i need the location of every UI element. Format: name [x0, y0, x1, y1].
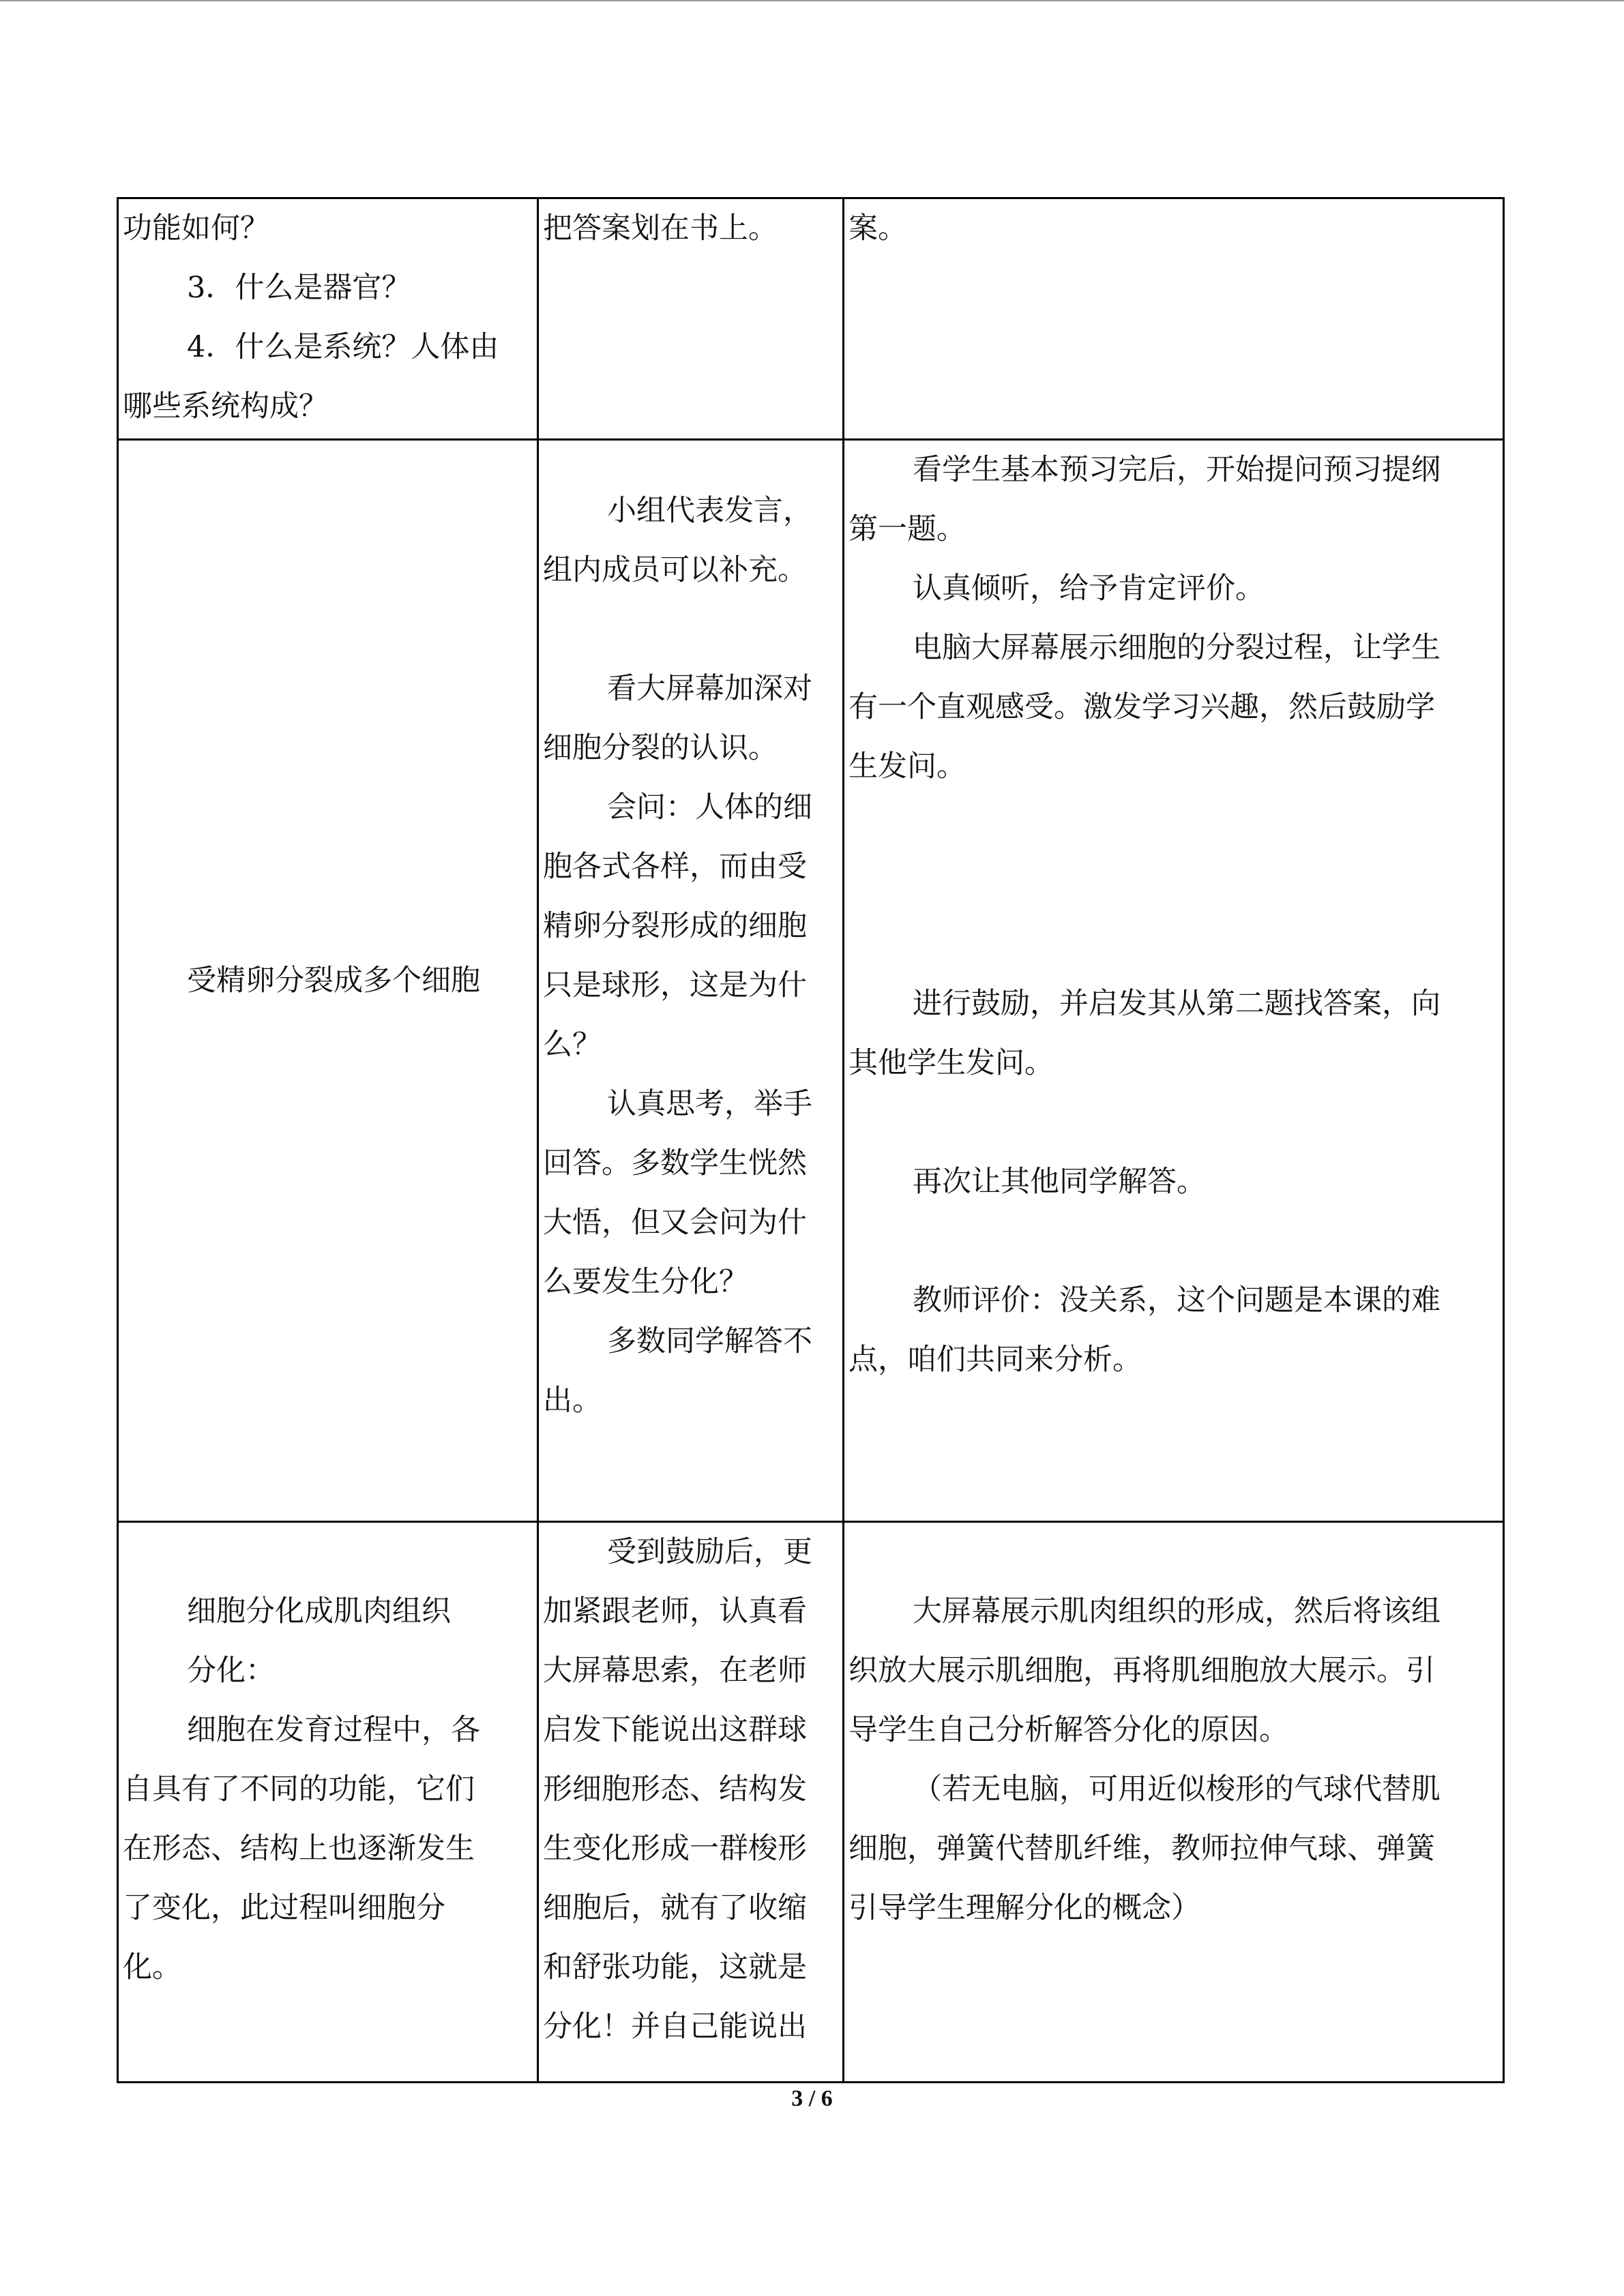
text-line: 细胞分化成肌肉组织 — [187, 1594, 451, 1628]
text-line: 自具有了不同的功能，它们 — [123, 1772, 475, 1806]
text-line: 教师评价：没关系，这个问题是本课的难 — [913, 1283, 1441, 1317]
text-line: 大悟，但又会问为什 — [543, 1206, 807, 1240]
text-line: 化。 — [123, 1950, 181, 1984]
text-line: 电脑大屏幕展示细胞的分裂过程，让学生 — [913, 631, 1441, 665]
content-cell — [118, 440, 538, 1522]
text-line: 织放大展示肌细胞，再将肌细胞放大展示。引 — [848, 1654, 1435, 1688]
text-line: 组内成员可以补充。 — [543, 553, 807, 587]
student-activity-cell — [538, 198, 844, 440]
text-line: 4．什么是系统？人体由 — [187, 330, 499, 364]
text-line: 多数同学解答不 — [607, 1324, 812, 1358]
table-row — [118, 198, 1504, 440]
teacher-activity-cell — [844, 440, 1504, 1522]
page-number: 3 / 6 — [791, 2086, 833, 2111]
content-cell — [118, 198, 538, 440]
table-row — [118, 1522, 1504, 2083]
student-activity-cell — [538, 1522, 844, 2083]
text-line: 功能如何？ — [123, 211, 269, 245]
page-top-border — [0, 0, 1624, 1]
text-line: 导学生自己分析解答分化的原因。 — [848, 1713, 1288, 1747]
text-line: 加紧跟老师，认真看 — [543, 1594, 807, 1628]
text-line: 小组代表发言， — [607, 494, 812, 528]
text-line: 受到鼓励后，更 — [607, 1535, 812, 1569]
text-line: 启发下能说出这群球 — [543, 1713, 807, 1747]
text-line: 哪些系统构成？ — [123, 389, 328, 423]
teacher-activity-cell — [844, 198, 1504, 440]
text-line: 点，咱们共同来分析。 — [848, 1343, 1142, 1377]
text-line: 分化： — [187, 1654, 275, 1688]
text-line: 再次让其他同学解答。 — [913, 1165, 1206, 1199]
text-line: 有一个直观感受。激发学习兴趣，然后鼓励学 — [848, 690, 1435, 724]
text-line: 第一题。 — [848, 512, 966, 546]
text-line: 把答案划在书上。 — [543, 211, 778, 245]
text-line: 认真思考，举手 — [607, 1087, 812, 1121]
text-line: 形细胞形态、结构发 — [543, 1772, 807, 1806]
text-line: 只是球形，这是为什 — [543, 968, 807, 1002]
text-line: 引导学生理解分化的概念） — [848, 1891, 1200, 1925]
table-row — [118, 440, 1504, 1522]
text-line: 受精卵分裂成多个细胞 — [187, 963, 480, 998]
text-line: 出。 — [543, 1384, 602, 1418]
text-line: 在形态、结构上也逐渐发生 — [123, 1832, 475, 1866]
text-line: 分化！并自己能说出 — [543, 2010, 807, 2044]
text-line: 大屏幕思索，在老师 — [543, 1654, 807, 1688]
text-line: 生发问。 — [848, 749, 966, 784]
text-line: 大屏幕展示肌肉组织的形成，然后将该组 — [913, 1594, 1441, 1628]
text-line: 细胞分裂的认识。 — [543, 731, 778, 765]
text-line: 胞各式各样，而由受 — [543, 850, 807, 884]
text-line: 么？ — [543, 1028, 602, 1062]
text-line: 看大屏幕加深对 — [607, 672, 812, 706]
text-line: 细胞，弹簧代替肌纤维，教师拉伸气球、弹簧 — [848, 1832, 1435, 1866]
text-line: 精卵分裂形成的细胞 — [543, 909, 807, 943]
text-line: 案。 — [848, 211, 907, 245]
text-line: （若无电脑，可用近似梭形的气球代替肌 — [913, 1772, 1441, 1806]
text-line: 了变化，此过程叫细胞分 — [123, 1891, 445, 1925]
text-line: 3．什么是器官？ — [187, 271, 411, 305]
text-line: 和舒张功能，这就是 — [543, 1950, 807, 1984]
text-line: 会问：人体的细 — [607, 790, 812, 824]
text-line: 回答。多数学生恍然 — [543, 1146, 807, 1180]
student-activity-cell — [538, 440, 844, 1522]
text-line: 么要发生分化？ — [543, 1265, 748, 1299]
text-line: 细胞后，就有了收缩 — [543, 1891, 807, 1925]
text-line: 认真倾听，给予肯定评价。 — [913, 571, 1265, 606]
lesson-plan-table — [117, 197, 1505, 2083]
text-line: 其他学生发问。 — [848, 1046, 1054, 1080]
content-cell — [118, 1522, 538, 2083]
text-line: 细胞在发育过程中，各 — [187, 1713, 480, 1747]
teacher-activity-cell — [844, 1522, 1504, 2083]
text-line: 生变化形成一群梭形 — [543, 1832, 807, 1866]
text-line: 看学生基本预习完后，开始提问预习提纲 — [913, 453, 1441, 487]
text-line: 进行鼓励，并启发其从第二题找答案，向 — [913, 987, 1441, 1021]
